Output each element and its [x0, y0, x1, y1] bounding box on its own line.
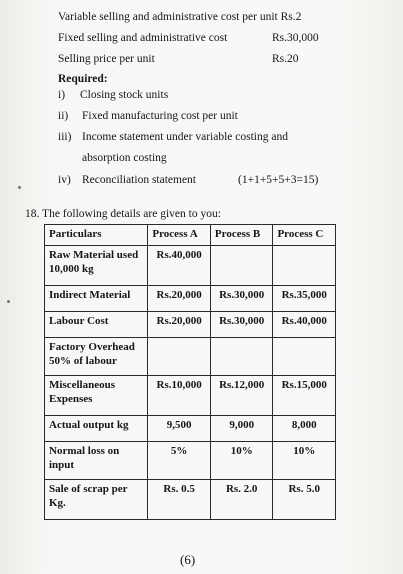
cell-c: Rs. 5.0 — [273, 480, 336, 520]
row-label: Actual output kg — [45, 416, 148, 442]
cell-b: Rs.30,000 — [210, 286, 273, 312]
intro-line-2-value: Rs.30,000 — [272, 32, 319, 44]
table-header-row — [45, 225, 336, 246]
cell-a: Rs.10,000 — [148, 376, 211, 416]
scan-speck — [7, 300, 10, 303]
intro-line-3-label: Selling price per unit — [58, 53, 155, 65]
cell-a: Rs.40,000 — [148, 246, 211, 286]
header-process-a: Process A — [148, 225, 211, 246]
intro-line-3-value: Rs.20 — [272, 53, 299, 65]
cell-c: Rs.40,000 — [273, 312, 336, 338]
cell-b: 9,000 — [210, 416, 273, 442]
required-heading: Required: — [58, 73, 108, 85]
required-item-3-cont: absorption costing — [82, 152, 167, 164]
marks-breakdown: (1+1+5+5+3=15) — [238, 174, 319, 186]
row-label: Miscellaneous Expenses — [45, 376, 148, 416]
cell-a: Rs. 0.5 — [148, 480, 211, 520]
table-row — [45, 442, 336, 480]
required-item-1: Closing stock units — [80, 89, 169, 101]
scan-speck — [18, 186, 21, 189]
required-item-3: Income statement under variable costing and — [82, 131, 288, 143]
row-label: Sale of scrap per Kg. — [45, 480, 148, 520]
required-num-2: ii) — [58, 110, 69, 122]
table-row — [45, 286, 336, 312]
row-label: Normal loss on input — [45, 442, 148, 480]
row-label: Labour Cost — [45, 312, 148, 338]
row-label: Factory Overhead 50% of labour — [45, 338, 148, 376]
required-num-1: i) — [58, 89, 66, 101]
table-row — [45, 480, 336, 520]
intro-line-1: Variable selling and administrative cost per unit Rs.2 — [58, 11, 302, 23]
required-num-3: iii) — [58, 131, 72, 143]
cell-b: Rs.12,000 — [210, 376, 273, 416]
table-row — [45, 338, 336, 376]
table-row — [45, 312, 336, 338]
cell-c: 10% — [273, 442, 336, 480]
cell-b: 10% — [210, 442, 273, 480]
page-number: (6) — [180, 552, 196, 567]
table-row — [45, 376, 336, 416]
cell-c: Rs.15,000 — [273, 376, 336, 416]
row-label: Raw Material used 10,000 kg — [45, 246, 148, 286]
cell-c: Rs.35,000 — [273, 286, 336, 312]
cell-a: 5% — [148, 442, 211, 480]
row-label: Indirect Material — [45, 286, 148, 312]
cell-a: Rs.20,000 — [148, 286, 211, 312]
cell-a — [148, 338, 211, 376]
cell-c — [273, 338, 336, 376]
table-row — [45, 246, 336, 286]
intro-line-2-label: Fixed selling and administrative cost — [58, 32, 228, 44]
required-item-2: Fixed manufacturing cost per unit — [82, 110, 238, 122]
question-18-intro: 18. The following details are given to you: — [25, 208, 221, 220]
cell-b — [210, 338, 273, 376]
required-num-4: iv) — [58, 174, 71, 186]
required-item-4: Reconciliation statement — [82, 174, 197, 186]
table-row — [45, 416, 336, 442]
header-process-b: Process B — [210, 225, 273, 246]
cell-b — [210, 246, 273, 286]
cell-c — [273, 246, 336, 286]
cell-b: Rs.30,000 — [210, 312, 273, 338]
header-process-c: Process C — [273, 225, 336, 246]
cell-a: Rs.20,000 — [148, 312, 211, 338]
process-cost-table — [44, 224, 336, 520]
cell-b: Rs. 2.0 — [210, 480, 273, 520]
header-particulars: Particulars — [45, 225, 148, 246]
cell-c: 8,000 — [273, 416, 336, 442]
cell-a: 9,500 — [148, 416, 211, 442]
